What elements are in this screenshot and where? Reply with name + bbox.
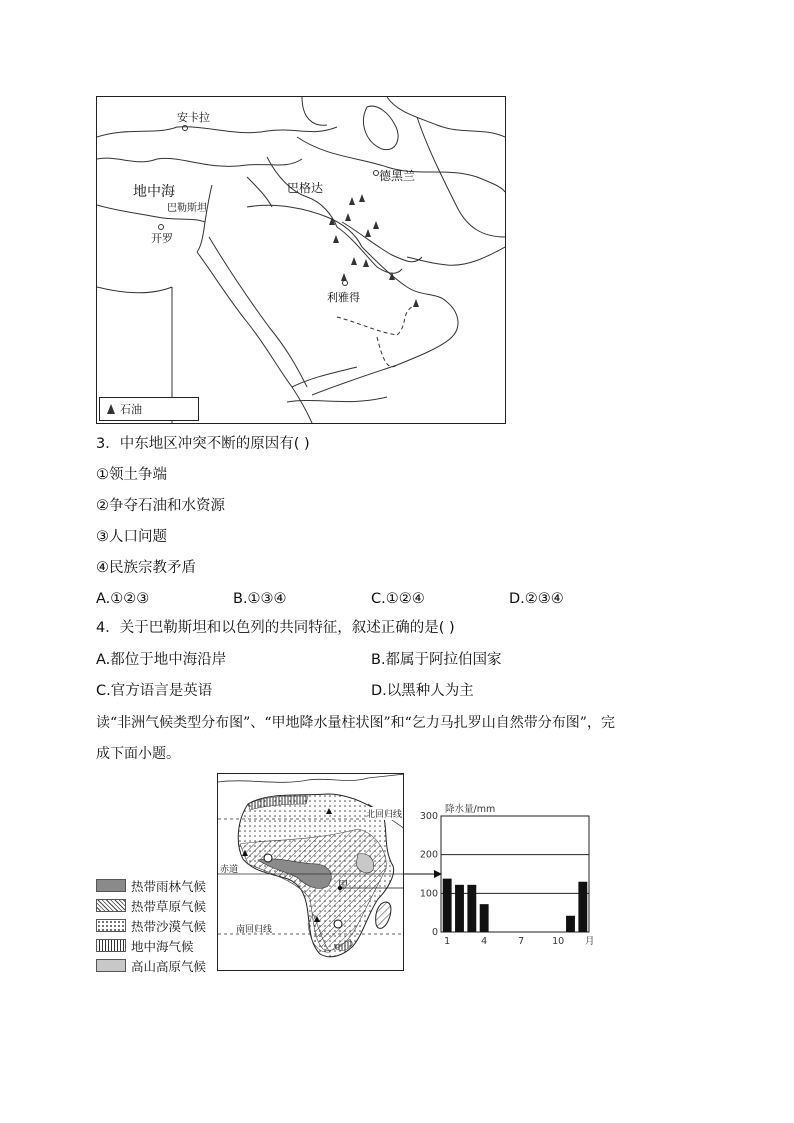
q3-stem: 3．中东地区冲突不断的原因有( ) <box>96 436 310 452</box>
label-site-jia: 甲 <box>338 880 348 891</box>
x-axis-label: 月 <box>585 936 595 947</box>
label-equator: 赤道 <box>220 865 239 875</box>
x-tick-label: 1 <box>444 936 451 947</box>
label-tropic-south: 南回归线 <box>236 925 273 935</box>
q4-option-a[interactable]: A.都位于地中海沿岸 <box>96 652 227 668</box>
q4-stem: 4．关于巴勒斯坦和以色列的共同特征，叙述正确的是( ) <box>96 620 455 636</box>
x-tick-label: 4 <box>481 936 488 947</box>
x-tick-label: 10 <box>552 936 565 947</box>
label-cairo: 开罗 <box>151 232 173 245</box>
legend-swatch-highland <box>96 959 126 972</box>
q4-option-c[interactable]: C.官方语言是英语 <box>96 683 213 699</box>
bar <box>443 879 452 932</box>
precipitation-chart-svg <box>414 800 604 950</box>
q4-option-b[interactable]: B.都属于阿拉伯国家 <box>371 652 502 668</box>
intro-line-1: 读“非洲气候类型分布图”、“甲地降水量柱状图”和“乞力马扎罗山自然带分布图”，完 <box>96 715 615 731</box>
label-ankara: 安卡拉 <box>177 111 210 124</box>
legend-label-rainforest: 热带雨林气候 <box>131 879 207 894</box>
q3-option-c[interactable]: C.①②④ <box>371 591 425 607</box>
oil-legend-label: 石油 <box>120 403 142 416</box>
tehran-dot <box>374 171 379 176</box>
q3-item-3: ③人口问题 <box>96 529 167 545</box>
legend-label-mediterranean: 地中海气候 <box>131 939 194 954</box>
q4-option-d[interactable]: D.以黑种人为主 <box>371 683 474 699</box>
q3-item-4: ④民族宗教矛盾 <box>96 560 196 576</box>
legend-swatch-rainforest <box>96 879 126 892</box>
q3-item-2: ②争夺石油和水资源 <box>96 498 225 514</box>
africa-climate-map <box>217 773 404 971</box>
bar <box>455 885 464 932</box>
q3-option-b[interactable]: B.①③④ <box>233 591 287 607</box>
label-mediterranean: 地中海 <box>133 184 175 200</box>
q3-item-1: ①领土争端 <box>96 467 167 483</box>
africa-map-drawing <box>218 774 404 971</box>
middle-east-map <box>96 96 506 424</box>
precipitation-chart <box>414 800 604 950</box>
climate-legend <box>96 879 216 975</box>
y-tick-label: 0 <box>431 927 438 938</box>
bar <box>566 916 575 932</box>
x-tick-label: 7 <box>518 936 525 947</box>
y-tick-label: 100 <box>419 888 438 900</box>
q3-option-d[interactable]: D.②③④ <box>509 591 564 607</box>
legend-swatch-desert <box>96 919 126 932</box>
legend-label-savanna: 热带草原气候 <box>131 899 207 914</box>
label-baghdad: 巴格达 <box>287 181 324 195</box>
y-tick-label: 200 <box>419 849 438 861</box>
legend-label-highland: 高山高原气候 <box>131 959 207 974</box>
ankara-dot <box>183 126 188 131</box>
legend-swatch-mediterranean <box>96 939 126 952</box>
middle-east-map-drawing <box>97 97 505 423</box>
y-tick-label: 300 <box>419 811 438 822</box>
bar <box>578 882 587 932</box>
cairo-dot <box>159 225 164 230</box>
legend-label-desert: 热带沙漠气候 <box>131 919 207 934</box>
riyadh-dot <box>343 281 348 286</box>
oil-legend <box>99 397 199 421</box>
oil-icon <box>105 402 117 416</box>
label-palestine: 巴勒斯坦 <box>167 203 207 214</box>
label-tehran: 德黑兰 <box>379 169 416 183</box>
label-riyadh: 利雅得 <box>327 291 360 304</box>
bar <box>480 904 489 932</box>
legend-swatch-savanna <box>96 899 126 912</box>
bar <box>467 885 476 932</box>
intro-line-2: 成下面小题。 <box>96 746 180 762</box>
label-tropic-north: 北回归线 <box>366 807 402 820</box>
y-axis-label: 降水量/mm <box>445 804 496 815</box>
q3-option-a[interactable]: A.①②③ <box>96 591 150 607</box>
